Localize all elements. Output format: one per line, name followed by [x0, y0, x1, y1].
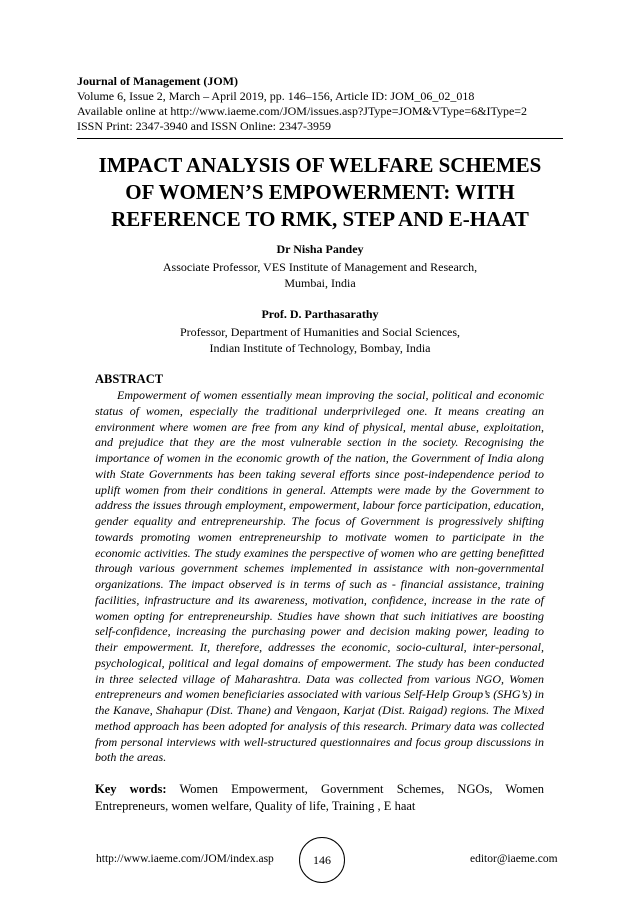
keywords-text: Women Empowerment, Government Schemes, NGOs, Women Entrepreneurs, women welfare, Quality of life, Training , E haat [95, 782, 545, 813]
abstract-body: Empowerment of women essentially mean improving the social, political and economic status of women, especially the traditional underprivileged one. It means creating an environment where women are free from any kind of physical, mental abuse, exploitation, and prejudice that they are the most vulnerable section in the society. Recognising the importance of women in the economic growth of the nation, the Government of India along with State Governments has been taking several efforts since post-independence period to uplift women from their conditions in general. Attempts were made by the Government to address the issues through employment, empowerment, labour force participation, education, gender equality and entrepreneurship. The focus of Government is progressively shifting towards promoting women entrepreneurship to motivate women to participate in the economic activities. The study examines the perspective of women who are getting benefitted through various government schemes implemented in assistance with non-governmental organizations. The impact observed is in terms of such as - financial assistance, training facilities, infrastructure and its awareness, motivation, confidence, increase in the rate of women opting for entrepreneurship. Studies have shown that such initiatives are boosting self-confidence, increasing the purchasing power and decision making power, leading to their empowerment. It, therefore, addresses the economic, socio-cultural, inter-personal, psychological, political and legal domains of empowerment. The study has been conducted in three selected village of Maharashtra. Data was collected from various NGO, Women entrepreneurs and women beneficiaries associated with various Self-Help Group’s (SHG’s) in the Kanave, Shahapur (Dist. Thane) and Vengaon, Karjat (Dist. Raigad) regions. The Mixed method approach has been adopted for analysis of this research. Primary data was collected from personal interviews with well-structured questionnaires and focus group discussions in both the areas. [95, 388, 544, 765]
author-block-2 [77, 306, 563, 356]
journal-header [77, 74, 563, 134]
author-affiliation: Associate Professor, VES Institute of Management and Research, [162, 260, 478, 274]
keywords [95, 781, 544, 815]
author-affiliation-location: Mumbai, India [284, 276, 356, 290]
availability-info: Available online at http://www.iaeme.com/JOM/issues.asp?JType=JOM&VType=6&IType=2 [77, 104, 528, 118]
author-affiliation: Professor, Department of Humanities and Social Sciences, [179, 325, 461, 339]
paper-title [77, 152, 563, 233]
page-number-circle [299, 837, 345, 883]
author-name: Prof. D. Parthasarathy [261, 307, 379, 321]
author-affiliation-location: Indian Institute of Technology, Bombay, India [209, 341, 431, 355]
issn-info: ISSN Print: 2347-3940 and ISSN Online: 2347-3959 [77, 119, 332, 133]
title-line-2: OF WOMEN’S EMPOWERMENT: WITH [125, 180, 515, 204]
title-line-3: REFERENCE TO RMK, STEP AND E-HAAT [111, 207, 529, 231]
volume-info: Volume 6, Issue 2, March – April 2019, pp. 146–156, Article ID: JOM_06_02_018 [77, 89, 475, 103]
author-name: Dr Nisha Pandey [276, 242, 364, 256]
title-line-1: IMPACT ANALYSIS OF WELFARE SCHEMES [98, 153, 542, 177]
journal-name: Journal of Management (JOM) [77, 74, 238, 88]
page-number: 146 [313, 852, 331, 867]
header-divider [77, 138, 563, 139]
footer-url: http://www.iaeme.com/JOM/index.asp [96, 853, 274, 865]
footer-email: editor@iaeme.com [470, 853, 558, 865]
author-block-1 [77, 241, 563, 291]
abstract-heading: ABSTRACT [95, 372, 164, 386]
keywords-label: Key words: [95, 782, 167, 796]
